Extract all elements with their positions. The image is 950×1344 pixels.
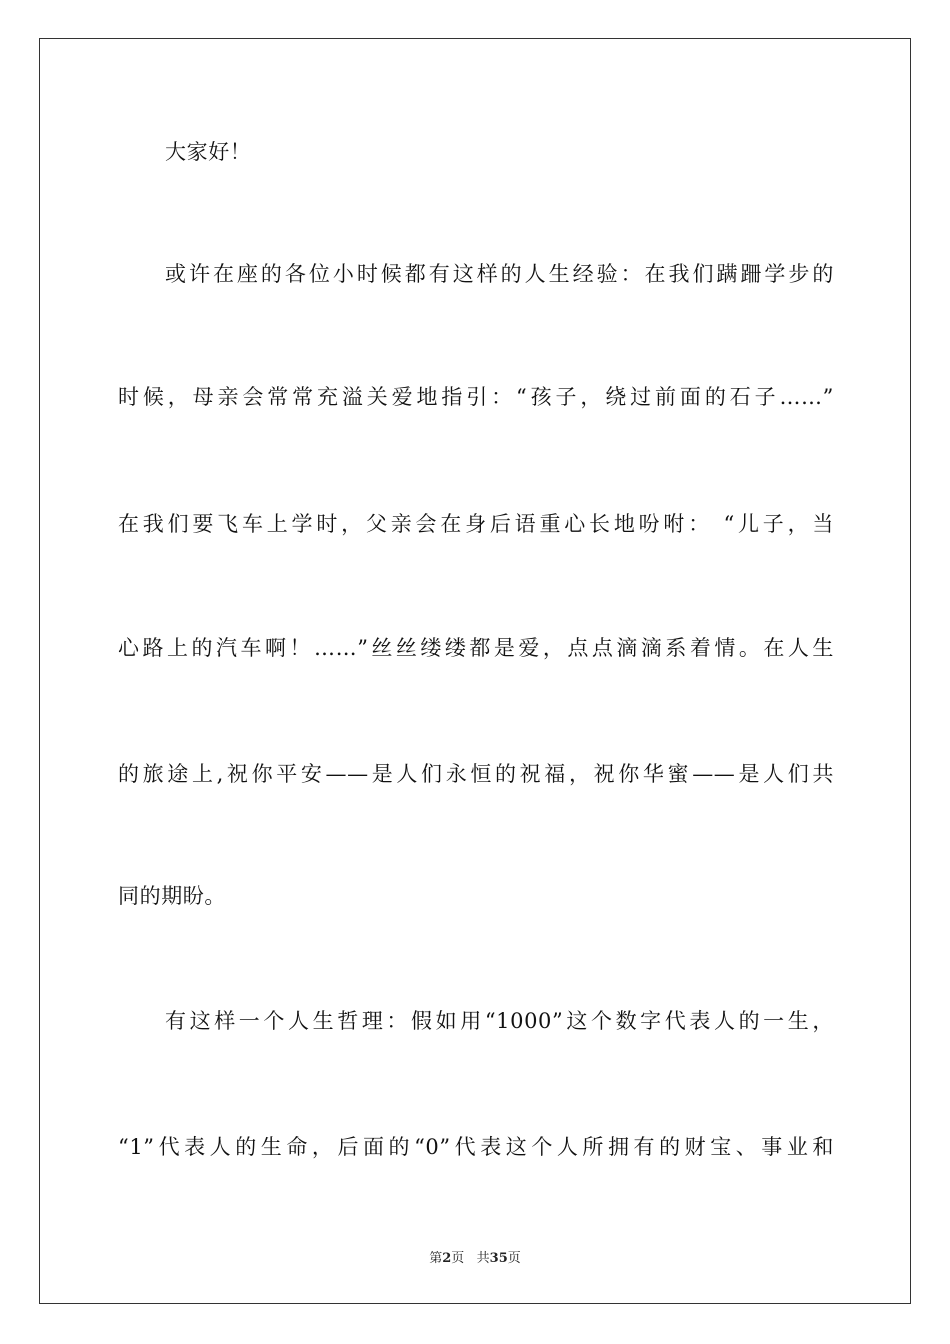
paragraph-1-line-6: 同的期盼。 xyxy=(118,884,226,908)
paragraph-2-line-1: 有这样一个人生哲理：假如用“1000”这个数字代表人的一生， xyxy=(165,1009,834,1033)
paragraph-1-line-3: 在我们要飞车上学时，父亲会在身后语重心长地吩咐： “儿子，当 xyxy=(118,512,834,536)
page-footer xyxy=(0,1247,950,1266)
footer-page-prefix: 第 xyxy=(429,1251,443,1266)
paragraph-1-line-2: 时候，母亲会常常充溢关爱地指引：“孩子，绕过前面的石子……” xyxy=(118,385,834,409)
footer-total-pages: 35 xyxy=(489,1251,508,1266)
page-border xyxy=(39,38,911,1304)
paragraph-1-line-5: 的旅途上,祝你平安——是人们永恒的祝福，祝你华蜜——是人们共 xyxy=(118,762,834,786)
footer-page-suffix: 页 xyxy=(507,1251,521,1266)
paragraph-1-line-4: 心路上的汽车啊！……”丝丝缕缕都是爱，点点滴滴系着情。在人生 xyxy=(118,636,834,660)
footer-page-mid: 页 共 xyxy=(451,1251,490,1266)
paragraph-2-line-2: “1”代表人的生命，后面的“0”代表这个人所拥有的财宝、事业和 xyxy=(118,1135,834,1159)
paragraph-1-line-1: 或许在座的各位小时候都有这样的人生经验：在我们蹒跚学步的 xyxy=(165,262,834,286)
footer-page-number: 2 xyxy=(442,1251,452,1266)
greeting-line: 大家好！ xyxy=(165,140,252,164)
